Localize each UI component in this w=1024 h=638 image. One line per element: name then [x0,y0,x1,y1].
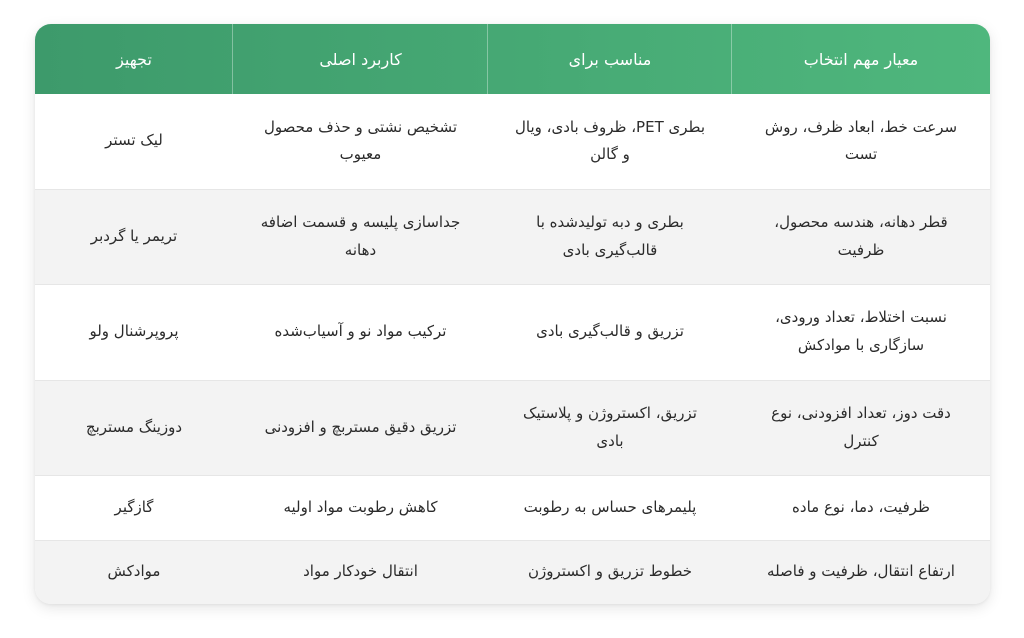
header-equipment: تجهیز [35,24,233,94]
table-row [35,284,990,380]
cell-main-usage: تزریق دقیق مستربچ و افزودنی [233,380,488,475]
cell-equipment: دوزینگ مستربچ [35,380,233,475]
cell-main-usage: ترکیب مواد نو و آسیاب‌شده [233,284,488,380]
cell-criteria: قطر دهانه، هندسه محصول، ظرفیت [732,189,990,284]
header-main-usage: کاربرد اصلی [233,24,488,94]
cell-equipment: لیک تستر [105,131,163,150]
header-suitable-for: مناسب برای [488,24,732,94]
cell-main-usage: جداسازی پلیسه و قسمت اضافه دهانه [233,189,488,284]
cell-suitable-for: خطوط تزریق و اکستروژن [488,540,732,604]
cell-criteria: نسبت اختلاط، تعداد ورودی، سازگاری با موادکش [732,284,990,380]
table-header [35,24,990,94]
cell-equipment: پروپرشنال ولو [35,284,233,380]
table-body [35,94,990,604]
equipment-comparison-table [35,24,990,604]
cell-suitable-for: پلیمرهای حساس به رطوبت [488,475,732,540]
header-row [35,24,990,94]
cell-main-usage: انتقال خودکار مواد [233,540,488,604]
cell-criteria: دقت دوز، تعداد افزودنی، نوع کنترل [732,380,990,475]
cell-main-usage: کاهش رطوبت مواد اولیه [233,475,488,540]
cell-criteria: ارتفاع انتقال، ظرفیت و فاصله [732,540,990,604]
cell-equipment: موادکش [35,540,233,604]
table-row [35,189,990,284]
cell-equipment: گازگیر [35,475,233,540]
cell-suitable-for: تزریق و قالب‌گیری بادی [488,284,732,380]
cell-criteria: ظرفیت، دما، نوع ماده [732,475,990,540]
table-row [35,380,990,475]
cell-suitable-for: تزریق، اکستروژن و پلاستیک بادی [488,380,732,475]
table-row [35,540,990,604]
cell-suitable-for: بطری PET، ظروف بادی، ویال و گالن [514,117,705,164]
cell-criteria: سرعت خط، ابعاد ظرف، روش تست [764,117,958,164]
cell-equipment: تریمر یا گردبر [35,189,233,284]
header-criteria: معیار مهم انتخاب [803,49,919,69]
cell-suitable-for: بطری و دبه تولیدشده با قالب‌گیری بادی [488,189,732,284]
equipment-table-card [35,24,990,604]
table-row [35,475,990,540]
table-row [35,94,990,189]
cell-main-usage: تشخیص نشتی و حذف محصول معیوب [263,117,458,164]
